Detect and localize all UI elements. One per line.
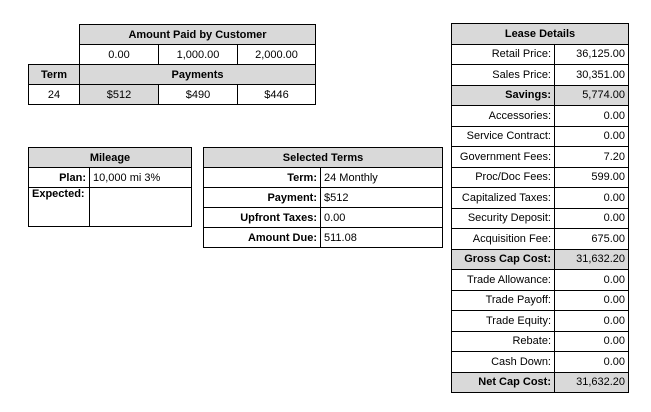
mileage-plan-value[interactable]: 10,000 mi 3%: [90, 168, 192, 188]
service-contract-value: 0.00: [555, 126, 629, 147]
sales-price-label: Sales Price:: [452, 65, 555, 86]
proc-doc-fees-label: Proc/Doc Fees:: [452, 167, 555, 188]
security-deposit-label: Security Deposit:: [452, 208, 555, 229]
capitalized-taxes-value: 0.00: [555, 188, 629, 209]
service-contract-label: Service Contract:: [452, 126, 555, 147]
selected-terms-table: [203, 147, 443, 248]
amount-paid-table: [28, 24, 316, 105]
selected-term-label: Term:: [204, 168, 321, 188]
amount-paid-option[interactable]: 1,000.00: [159, 45, 238, 65]
government-fees-label: Government Fees:: [452, 147, 555, 168]
mileage-title: Mileage: [29, 148, 192, 168]
net-cap-cost-value: 31,632.20: [555, 372, 629, 393]
selected-payment-value: $512: [321, 188, 443, 208]
cash-down-value: 0.00: [555, 352, 629, 373]
retail-price-label: Retail Price:: [452, 44, 555, 65]
security-deposit-value: 0.00: [555, 208, 629, 229]
amount-paid-option[interactable]: 0.00: [80, 45, 159, 65]
term-value: 24: [29, 85, 80, 105]
savings-label: Savings:: [452, 85, 555, 106]
selected-payment-label: Payment:: [204, 188, 321, 208]
sales-price-value: 30,351.00: [555, 65, 629, 86]
acquisition-fee-value: 675.00: [555, 229, 629, 250]
trade-allowance-value: 0.00: [555, 270, 629, 291]
mileage-expected-label: Expected:: [29, 188, 90, 227]
lease-details-table: [451, 23, 629, 393]
trade-equity-label: Trade Equity:: [452, 311, 555, 332]
selected-terms-title: Selected Terms: [204, 148, 443, 168]
acquisition-fee-label: Acquisition Fee:: [452, 229, 555, 250]
net-cap-cost-label: Net Cap Cost:: [452, 372, 555, 393]
blank-cell: [29, 25, 80, 45]
trade-allowance-label: Trade Allowance:: [452, 270, 555, 291]
upfront-taxes-value: 0.00: [321, 208, 443, 228]
payment-option[interactable]: $490: [159, 85, 238, 105]
mileage-plan-label: Plan:: [29, 168, 90, 188]
government-fees-value: 7.20: [555, 147, 629, 168]
accessories-value: 0.00: [555, 106, 629, 127]
amount-paid-title: Amount Paid by Customer: [80, 25, 316, 45]
proc-doc-fees-value: 599.00: [555, 167, 629, 188]
trade-payoff-value: 0.00: [555, 290, 629, 311]
rebate-value: 0.00: [555, 331, 629, 352]
selected-term-value: 24 Monthly: [321, 168, 443, 188]
trade-equity-value: 0.00: [555, 311, 629, 332]
payment-option-selected[interactable]: $512: [80, 85, 159, 105]
upfront-taxes-label: Upfront Taxes:: [204, 208, 321, 228]
lease-details-title: Lease Details: [452, 24, 629, 45]
rebate-label: Rebate:: [452, 331, 555, 352]
payments-header: Payments: [80, 65, 316, 85]
capitalized-taxes-label: Capitalized Taxes:: [452, 188, 555, 209]
blank-cell: [29, 45, 80, 65]
amount-paid-option[interactable]: 2,000.00: [238, 45, 316, 65]
term-header: Term: [29, 65, 80, 85]
trade-payoff-label: Trade Payoff:: [452, 290, 555, 311]
retail-price-value: 36,125.00: [555, 44, 629, 65]
savings-value: 5,774.00: [555, 85, 629, 106]
mileage-table: [28, 147, 192, 227]
gross-cap-cost-value: 31,632.20: [555, 249, 629, 270]
payment-option[interactable]: $446: [238, 85, 316, 105]
gross-cap-cost-label: Gross Cap Cost:: [452, 249, 555, 270]
cash-down-label: Cash Down:: [452, 352, 555, 373]
mileage-expected-value[interactable]: [90, 188, 192, 227]
accessories-label: Accessories:: [452, 106, 555, 127]
amount-due-label: Amount Due:: [204, 228, 321, 248]
amount-due-value: 511.08: [321, 228, 443, 248]
